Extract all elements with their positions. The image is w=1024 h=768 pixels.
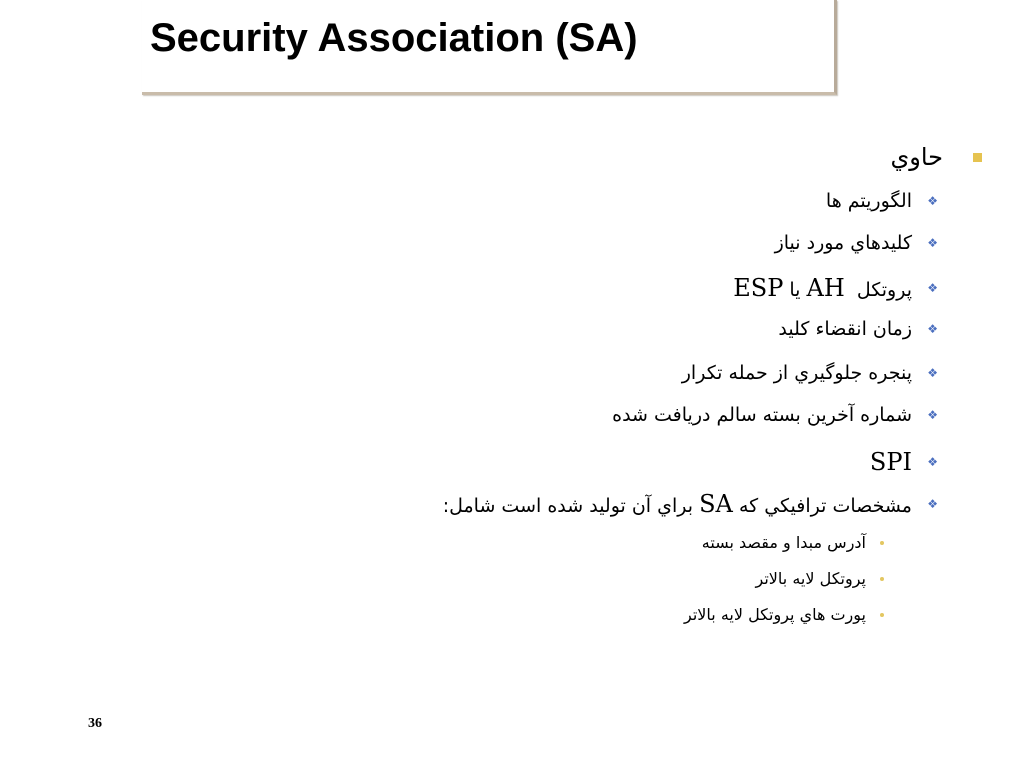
- diamond-bullet-icon: ❖: [927, 281, 938, 295]
- diamond-bullet-icon: ❖: [927, 497, 938, 511]
- protocol-or: يا: [789, 279, 801, 301]
- list-item-text: الگوريتم ها: [825, 190, 912, 212]
- detail-item-text: آدرس مبدا و مقصد بسته: [701, 533, 866, 552]
- list-item-text: زمان انقضاء كليد: [778, 318, 912, 340]
- traffic-part2: براي آن توليد شده است شامل:: [442, 495, 694, 517]
- square-bullet-icon: [973, 153, 982, 162]
- list-item-text: [733, 274, 912, 302]
- list-item-protocol: [733, 274, 938, 302]
- list-item: [775, 232, 938, 254]
- list-item-text: [443, 490, 912, 518]
- detail-item-text: پورت هاي پروتكل لايه بالاتر: [684, 605, 866, 624]
- protocol-prefix: پروتكل: [856, 279, 912, 301]
- list-item: [682, 362, 938, 384]
- detail-item: [756, 569, 884, 588]
- list-item-text: كليدهاي مورد نياز: [774, 232, 912, 254]
- dot-bullet-icon: [880, 613, 884, 617]
- traffic-part1: مشخصات ترافيكي كه: [738, 495, 912, 517]
- page-number: 36: [88, 716, 102, 731]
- slide-title: Security Association (SA): [150, 16, 638, 60]
- list-item-text: شماره آخرين بسته سالم دريافت شده: [612, 404, 912, 426]
- protocol-esp: ESP: [733, 274, 784, 302]
- dot-bullet-icon: [880, 541, 884, 545]
- list-item-text: پنجره جلوگيري از حمله تكرار: [681, 362, 912, 384]
- traffic-sa: SA: [699, 490, 733, 518]
- list-item-text: SPI: [869, 448, 912, 476]
- diamond-bullet-icon: ❖: [927, 322, 938, 336]
- list-item: [612, 404, 938, 426]
- protocol-ah: AH: [806, 274, 845, 302]
- list-item-spi: [870, 448, 938, 476]
- list-item: [826, 190, 938, 212]
- list-item-traffic: [443, 490, 938, 518]
- detail-item: [684, 605, 884, 624]
- detail-item: [702, 533, 884, 552]
- detail-item-text: پروتكل لايه بالاتر: [755, 569, 866, 588]
- list-item: [778, 318, 938, 340]
- diamond-bullet-icon: ❖: [927, 194, 938, 208]
- dot-bullet-icon: [880, 577, 884, 581]
- diamond-bullet-icon: ❖: [927, 408, 938, 422]
- diamond-bullet-icon: ❖: [927, 455, 938, 469]
- diamond-bullet-icon: ❖: [927, 236, 938, 250]
- bullet-main-text: حاوي: [890, 143, 943, 171]
- diamond-bullet-icon: ❖: [927, 366, 938, 380]
- bullet-main: [890, 143, 982, 171]
